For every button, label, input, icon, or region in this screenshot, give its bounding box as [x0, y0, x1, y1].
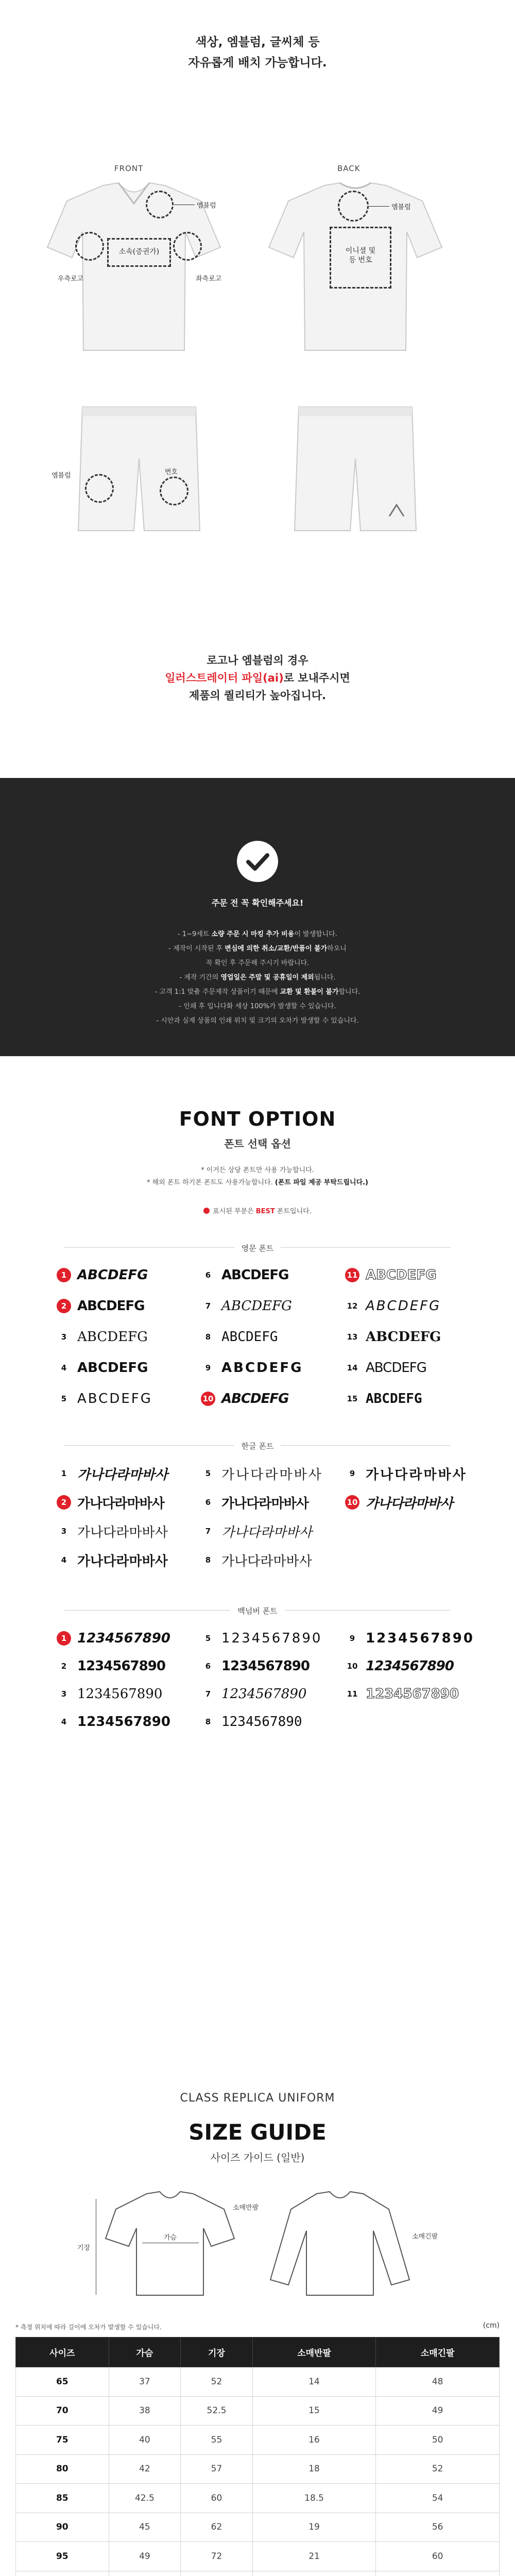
shorts-emblem-zone [85, 474, 114, 503]
front-jersey-illustration [46, 180, 221, 355]
size-subtitle: 사이즈 가이드 (일반) [210, 2151, 305, 2164]
column-header: 가슴 [109, 2337, 181, 2367]
numbers-font-sample[interactable] [57, 1628, 170, 1649]
font-number-badge: 3 [61, 1689, 67, 1699]
front-shorts-illustration [77, 402, 201, 536]
table-cell: 50 [376, 2426, 500, 2455]
customization-intro [0, 0, 515, 778]
shorts-emblem-label: 엠블럼 [52, 472, 71, 480]
column-header: 기장 [181, 2337, 253, 2367]
font-number-badge: 7 [205, 1689, 211, 1699]
korean-font-sample[interactable] [201, 1521, 312, 1541]
table-cell: 45 [109, 2513, 181, 2542]
column-header: 사이즈 [16, 2337, 109, 2367]
table-cell [181, 2571, 253, 2576]
table-row [16, 2426, 500, 2455]
font-sample-text: ABCDEFG [366, 1267, 437, 1283]
right-chest-label: 우측로고 [58, 275, 84, 283]
english-font-sample[interactable] [201, 1358, 303, 1378]
table-cell: 72 [181, 2542, 253, 2571]
english-font-sample[interactable] [345, 1327, 441, 1347]
table-cell: 60 [181, 2484, 253, 2513]
long-sleeve-diagram [268, 2190, 412, 2298]
table-row [16, 2454, 500, 2484]
font-number-badge: 9 [205, 1363, 211, 1372]
korean-font-sample[interactable] [57, 1463, 168, 1484]
english-font-sample[interactable] [57, 1296, 144, 1316]
korean-font-sample[interactable] [345, 1492, 453, 1513]
back-name-number-line2: 등 번호 [349, 256, 372, 264]
table-cell: 18.5 [252, 2484, 376, 2513]
notice-item-text: - 1~9세트 [178, 930, 212, 938]
notice-item [0, 1014, 515, 1028]
length-label: 기장 [77, 2244, 91, 2252]
table-row [16, 2367, 500, 2397]
english-font-heading [0, 1243, 515, 1253]
font-sample-text: 1234567890 [221, 1658, 310, 1674]
korean-font-sample[interactable] [57, 1521, 168, 1541]
english-font-sample[interactable] [201, 1296, 292, 1316]
english-font-sample[interactable] [57, 1358, 148, 1378]
column-header: 소매반팔 [252, 2337, 376, 2367]
notice-item-highlight: 변심에 의한 취소/교환/반품이 불가 [225, 945, 328, 953]
left-chest-zone [173, 232, 202, 261]
notice-item-text: 이 발생합니다. [294, 930, 337, 938]
korean-font-sample[interactable] [345, 1463, 467, 1484]
korean-font-sample[interactable] [201, 1492, 308, 1513]
numbers-font-sample[interactable] [345, 1656, 454, 1676]
font-sample-text: ABCDEFG [221, 1329, 278, 1345]
table-cell [16, 2571, 109, 2576]
font-sample-text: 가나다라마바사 [77, 1467, 168, 1483]
table-cell: 57 [181, 2454, 253, 2484]
font-sample-text: ABCDEFG [366, 1298, 441, 1314]
short-sleeve-diagram [103, 2190, 237, 2298]
font-sample-text: ABCDEFG [77, 1329, 148, 1345]
number-font-heading [0, 1605, 515, 1616]
font-sample-text: 가나다라마바사 [366, 1496, 453, 1512]
intro-title-line2: 자유롭게 배치 가능합니다. [188, 56, 327, 70]
notice-item-text: 꼭 확인 후 주문해 주시기 바랍니다. [205, 959, 310, 967]
table-cell: 14 [252, 2367, 376, 2397]
font-sample-text: ABCDEFG [77, 1360, 148, 1376]
font-number-badge: 9 [349, 1469, 355, 1478]
table-row [16, 2542, 500, 2571]
font-sample-text: ABCDEFG [221, 1360, 303, 1376]
table-cell: 15 [252, 2396, 376, 2426]
right-chest-zone [75, 232, 104, 261]
notice-item-highlight: 영업일은 주말 및 공휴일이 제외 [220, 974, 314, 981]
table-cell [252, 2571, 376, 2576]
notice-item [0, 999, 515, 1014]
size-guide-general [0, 2076, 515, 2576]
notice-list [0, 927, 515, 1028]
korean-font-sample[interactable] [57, 1492, 164, 1513]
font-number-badge: 3 [61, 1527, 67, 1536]
english-font-sample[interactable] [201, 1265, 288, 1285]
font-number-badge: 4 [61, 1555, 67, 1565]
font-sample-text: ABCDEFG [221, 1298, 292, 1314]
table-row [16, 2513, 500, 2542]
left-chest-label: 좌측로고 [196, 275, 222, 283]
font-desc-line2-bold: (폰트 파일 제공 부탁드립니다.) [274, 1179, 369, 1187]
font-number-badge: 4 [61, 1717, 67, 1726]
back-name-number-line1: 이니셜 및 [345, 247, 376, 255]
best-legend-post: 폰트입니다. [274, 1208, 312, 1215]
font-sample-text: ABCDEFG [366, 1360, 426, 1376]
notice-title: 주문 전 꼭 확인해주세요! [211, 898, 304, 908]
ai-note-line1: 로고나 엠블럼의 경우 [207, 654, 308, 667]
font-sample-text: ABCDEFG [77, 1267, 148, 1283]
notice-item [0, 971, 515, 985]
back-emblem-label: 엠블럼 [391, 204, 411, 211]
korean-font-heading-text: 한글 폰트 [234, 1440, 281, 1451]
leader-line [369, 206, 389, 207]
numbers-font-sample[interactable] [201, 1684, 306, 1704]
order-notice [0, 778, 515, 1056]
back-shorts-illustration [294, 402, 417, 536]
table-cell: 37 [109, 2367, 181, 2397]
table-header-row [16, 2337, 500, 2367]
ai-note-line2: 로 보내주시면 [283, 672, 350, 684]
font-sample-text: 가나다라마바사 [366, 1467, 467, 1483]
font-sample-text: 1234567890 [221, 1686, 307, 1702]
table-cell: 18 [252, 2454, 376, 2484]
font-number-badge: 6 [205, 1662, 211, 1671]
table-row [16, 2571, 500, 2576]
font-desc-line2: * 해외 폰트 하기본 폰트도 사용가능합니다. [146, 1179, 275, 1187]
english-font-sample[interactable] [201, 1388, 288, 1409]
notice-item [0, 927, 515, 942]
font-number-badge: 7 [205, 1527, 211, 1536]
korean-font-heading [0, 1440, 515, 1451]
font-number-badge: 6 [205, 1498, 211, 1507]
notice-item-highlight: 소량 주문 시 마킹 추가 비용 [211, 930, 295, 938]
english-font-sample[interactable] [345, 1358, 426, 1378]
font-option-desc [0, 1164, 515, 1189]
shorts-number-label: 번호 [165, 468, 178, 476]
table-cell: 52.5 [181, 2396, 253, 2426]
notice-item-text: - 시안과 실제 상품의 인쇄 위치 및 크기의 오차가 발생할 수 있습니다. [156, 1017, 359, 1025]
font-sample-text: 1234567890 [77, 1686, 163, 1702]
font-number-badge: 8 [205, 1555, 211, 1565]
table-cell: 54 [376, 2484, 500, 2513]
font-number-badge: 7 [205, 1301, 211, 1311]
english-font-sample[interactable] [345, 1296, 441, 1316]
table-cell: 56 [376, 2513, 500, 2542]
font-number-badge: 11 [345, 1268, 359, 1282]
table-cell: 70 [16, 2396, 109, 2426]
font-number-badge: 5 [61, 1394, 67, 1403]
back-label: BACK [337, 164, 360, 173]
table-cell [376, 2571, 500, 2576]
font-option-section [0, 1056, 515, 2076]
notice-item-highlight: 교환 및 환불이 불가 [280, 988, 339, 996]
table-cell: 75 [16, 2426, 109, 2455]
english-font-sample[interactable] [345, 1265, 436, 1285]
font-number-badge: 5 [205, 1469, 211, 1478]
size-title: SIZE GUIDE [188, 2120, 327, 2145]
table-cell [109, 2571, 181, 2576]
korean-font-sample[interactable] [201, 1463, 323, 1484]
english-font-sample[interactable] [57, 1388, 152, 1409]
numbers-font-sample[interactable] [57, 1711, 170, 1732]
numbers-font-sample[interactable] [57, 1656, 165, 1676]
english-font-sample[interactable] [201, 1327, 278, 1347]
table-cell: 55 [181, 2426, 253, 2455]
intro-title [0, 32, 515, 73]
table-cell: 21 [252, 2542, 376, 2571]
table-cell: 62 [181, 2513, 253, 2542]
ai-file-note [0, 652, 515, 704]
font-number-badge: 2 [57, 1299, 71, 1313]
font-number-badge: 2 [57, 1495, 71, 1510]
table-cell: 60 [376, 2542, 500, 2571]
ai-note-highlight: 일러스트레이터 파일(ai) [165, 672, 284, 684]
font-option-subtitle: 폰트 선택 옵션 [224, 1138, 291, 1150]
font-sample-text: 가나다라마바사 [221, 1467, 323, 1483]
size-eyebrow: CLASS REPLICA UNIFORM [180, 2092, 335, 2105]
table-cell: 65 [16, 2367, 109, 2397]
table-cell: 90 [16, 2513, 109, 2542]
notice-item-text: 하오니 [327, 945, 347, 953]
notice-item-text: - 인쇄 후 입니다화 세상 100%가 발생할 수 있습니다. [179, 1003, 336, 1010]
numbers-font-sample[interactable] [345, 1684, 459, 1704]
table-cell: 49 [109, 2542, 181, 2571]
table-cell: 80 [16, 2454, 109, 2484]
font-number-badge: 10 [345, 1495, 359, 1510]
font-number-badge: 8 [205, 1717, 211, 1726]
font-sample-text: 1234567890 [366, 1686, 459, 1702]
font-sample-text: 가나다라마바사 [221, 1496, 308, 1512]
table-cell: 42.5 [109, 2484, 181, 2513]
table-cell: 19 [252, 2513, 376, 2542]
best-legend-word: BEST [255, 1208, 275, 1215]
sponsor-logo-label: 소속(증권가) [118, 248, 160, 256]
font-sample-text: ABCDEFG [221, 1267, 289, 1283]
font-number-badge: 1 [61, 1469, 67, 1478]
font-number-badge: 10 [347, 1662, 358, 1671]
font-desc-line1: * 이거든 상당 폰트만 사용 가능합니다. [201, 1166, 314, 1174]
font-number-badge: 2 [61, 1662, 67, 1671]
size-table-general [15, 2337, 500, 2576]
chest-label: 가슴 [164, 2234, 177, 2242]
back-name-number-label [330, 246, 391, 265]
numbers-font-sample[interactable] [201, 1628, 322, 1649]
font-sample-text: ABCDEFG [221, 1391, 289, 1406]
table-cell: 52 [376, 2454, 500, 2484]
font-sample-text: 가나다라마바사 [221, 1524, 312, 1540]
font-number-badge: 11 [347, 1689, 358, 1699]
notice-item-text: - 고객 1:1 맞춤 주문제작 상품이기 때문에 [154, 988, 280, 996]
table-cell: 48 [376, 2367, 500, 2397]
table-cell: 95 [16, 2542, 109, 2571]
font-sample-text: 1234567890 [221, 1631, 322, 1646]
column-header: 소매긴팔 [376, 2337, 500, 2367]
font-number-badge: 15 [347, 1394, 358, 1403]
table-row [16, 2396, 500, 2426]
font-sample-text: ABCDEFG [77, 1391, 152, 1406]
korean-font-sample[interactable] [201, 1550, 312, 1570]
numbers-font-sample[interactable] [201, 1656, 310, 1676]
font-option-title: FONT OPTION [179, 1108, 336, 1130]
table-cell: 49 [376, 2396, 500, 2426]
table-cell: 40 [109, 2426, 181, 2455]
english-font-sample[interactable] [345, 1388, 422, 1409]
numbers-font-sample[interactable] [201, 1711, 302, 1732]
font-number-badge: 12 [347, 1301, 358, 1311]
best-legend-pre: 표시된 부분은 [213, 1208, 256, 1215]
best-font-legend [0, 1206, 515, 1215]
table-cell: 52 [181, 2367, 253, 2397]
measurement-note: * 측정 위치에 따라 길이에 오차가 발생할 수 있습니다. [15, 2324, 162, 2331]
font-sample-text: 1234567890 [221, 1714, 302, 1730]
intro-title-line1: 색상, 엠블럼, 글씨체 등 [195, 36, 320, 49]
notice-item-text: 합니다. [338, 988, 360, 996]
font-sample-text: 1234567890 [77, 1714, 170, 1730]
english-font-sample[interactable] [57, 1327, 148, 1347]
back-emblem-zone [338, 191, 369, 222]
front-label: FRONT [114, 164, 144, 173]
font-sample-text: 가나다라마바사 [221, 1553, 312, 1569]
font-sample-text: 1234567890 [366, 1631, 474, 1646]
font-number-badge: 8 [205, 1332, 211, 1342]
font-number-badge: 1 [57, 1631, 71, 1646]
font-number-badge: 6 [205, 1270, 211, 1280]
font-number-badge: 4 [61, 1363, 67, 1372]
font-number-badge: 1 [57, 1268, 71, 1282]
shorts-number-zone [160, 477, 188, 505]
notice-item-text: - 제작이 시작된 후 [168, 945, 225, 953]
table-cell: 85 [16, 2484, 109, 2513]
font-sample-text: 가나다라마바사 [77, 1496, 164, 1512]
notice-item [0, 956, 515, 971]
table-row [16, 2484, 500, 2513]
notice-item-text: 됩니다. [314, 974, 336, 981]
font-number-badge: 10 [201, 1392, 215, 1406]
font-sample-text: ABCDEFG [366, 1329, 441, 1345]
font-number-badge: 3 [61, 1332, 67, 1342]
check-circle-icon [237, 841, 278, 882]
long-sleeve-label: 소매긴팔 [412, 2233, 438, 2241]
font-sample-text: 1234567890 [77, 1658, 165, 1674]
font-sample-text: ABCDEFG [77, 1298, 145, 1314]
table-cell: 42 [109, 2454, 181, 2484]
notice-item-text: - 제작 기간의 [179, 974, 221, 981]
unit-label: (cm) [483, 2321, 500, 2330]
english-font-sample[interactable] [57, 1265, 148, 1285]
font-number-badge: 14 [347, 1363, 358, 1372]
short-sleeve-label: 소매반팔 [233, 2204, 259, 2212]
front-emblem-label: 엠블럼 [197, 202, 216, 210]
numbers-font-sample[interactable] [57, 1684, 162, 1704]
numbers-font-sample[interactable] [345, 1628, 474, 1649]
font-sample-text: 가나다라마바사 [77, 1524, 168, 1540]
korean-font-sample[interactable] [57, 1550, 168, 1570]
number-font-heading-text: 백넘버 폰트 [230, 1605, 284, 1616]
font-sample-text: 1234567890 [77, 1631, 170, 1646]
notice-item [0, 985, 515, 999]
font-sample-text: 1234567890 [366, 1658, 454, 1674]
font-number-badge: 9 [349, 1634, 355, 1643]
font-sample-text: 가나다라마바사 [77, 1553, 168, 1569]
front-emblem-zone [146, 191, 174, 218]
ai-note-line3: 제품의 퀄리티가 높아집니다. [188, 689, 327, 702]
notice-item [0, 942, 515, 956]
best-dot-icon [203, 1208, 210, 1214]
font-sample-text: ABCDEFG [366, 1391, 422, 1406]
table-cell: 38 [109, 2396, 181, 2426]
font-number-badge: 5 [205, 1634, 211, 1643]
font-number-badge: 13 [347, 1332, 358, 1342]
table-cell: 16 [252, 2426, 376, 2455]
english-font-heading-text: 영문 폰트 [234, 1243, 281, 1253]
